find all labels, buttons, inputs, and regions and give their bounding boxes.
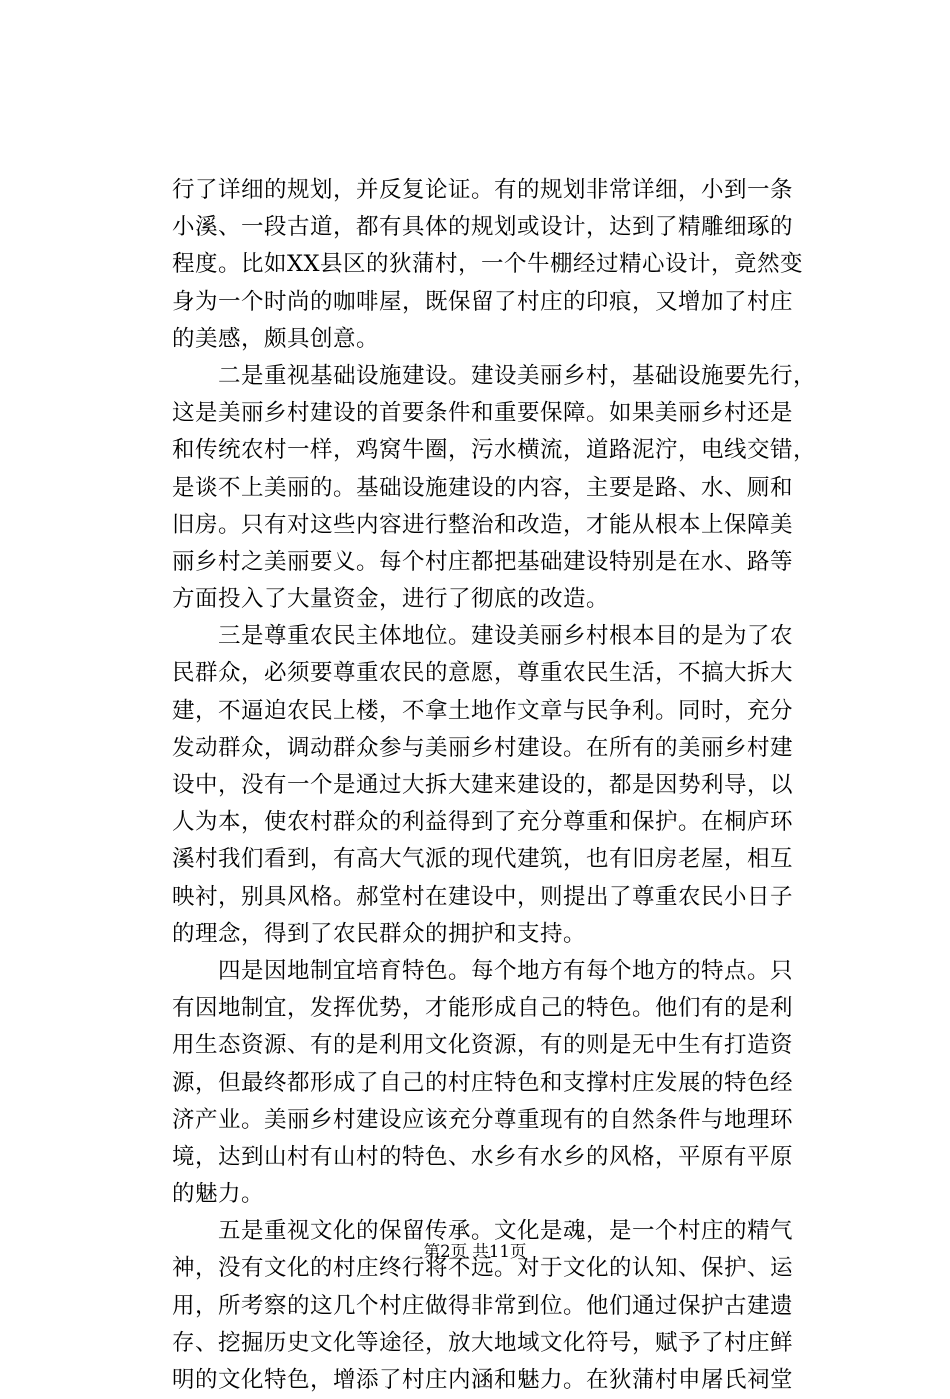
text-line: 二是重视基础设施建设。建设美丽乡村，基础设施要先行，: [172, 362, 817, 389]
text-line: 丽乡村之美丽要义。每个村庄都把基础建设特别是在水、路等: [172, 548, 794, 575]
page-footer: 第2页 共11页: [423, 1242, 527, 1261]
text-line: 的魅力。: [172, 1181, 265, 1208]
text-line: 行了详细的规划，并反复论证。有的规划非常详细，小到一条: [172, 177, 794, 203]
body-text: [172, 172, 817, 1399]
text-line: 方面投入了大量资金，进行了彻底的改造。: [172, 586, 610, 613]
text-line: 的理念，得到了农民群众的拥护和支持。: [172, 920, 587, 947]
text-line: 用生态资源、有的是利用文化资源，有的则是无中生有打造资: [172, 1032, 794, 1059]
text-line: 存、挖掘历史文化等途径，放大地域文化符号，赋予了村庄鲜: [172, 1329, 794, 1356]
text-line: 发动群众，调动群众参与美丽乡村建设。在所有的美丽乡村建: [172, 734, 794, 761]
text-line: 和传统农村一样，鸡窝牛圈，污水横流，道路泥泞，电线交错，: [172, 437, 817, 464]
text-line: 建，不逼迫农民上楼，不拿土地作文章与民争利。同时，充分: [172, 697, 794, 724]
text-line: 的美感，颇具创意。: [172, 325, 380, 352]
text-line: 映衬，别具风格。郝堂村在建设中，则提出了尊重农民小日子: [172, 883, 794, 910]
text-line: 源，但最终都形成了自己的村庄特色和支撑村庄发展的特色经: [172, 1069, 794, 1096]
text-line: 是谈不上美丽的。基础设施建设的内容，主要是路、水、厕和: [172, 474, 794, 501]
text-line: 明的文化特色，增添了村庄内涵和魅力。在狄蒲村申屠氏祠堂: [172, 1367, 794, 1393]
text-line: 身为一个时尚的咖啡屋，既保留了村庄的印痕，又增加了村庄: [172, 288, 794, 315]
text-line: 程度。比如XX县区的狄蒲村，一个牛棚经过精心设计，竟然变: [172, 251, 804, 278]
text-line: 这是美丽乡村建设的首要条件和重要保障。如果美丽乡村还是: [172, 400, 794, 427]
text-line: 旧房。只有对这些内容进行整治和改造，才能从根本上保障美: [172, 511, 794, 538]
text-line: 用，所考察的这几个村庄做得非常到位。他们通过保护古建遗: [172, 1292, 794, 1319]
text-line: 民群众，必须要尊重农民的意愿，尊重农民生活，不搞大拆大: [172, 660, 794, 687]
text-line: 神，没有文化的村庄终行将不远。对于文化的认知、保护、运: [172, 1255, 794, 1282]
text-line: 人为本，使农村群众的利益得到了充分尊重和保护。在桐庐环: [172, 809, 794, 836]
text-line: 设中，没有一个是通过大拆大建来建设的，都是因势利导，以: [172, 772, 794, 798]
text-line: 溪村我们看到，有高大气派的现代建筑，也有旧房老屋，相互: [172, 846, 794, 873]
text-line: 有因地制宜，发挥优势，才能形成自己的特色。他们有的是利: [172, 995, 794, 1022]
text-line: 小溪、一段古道，都有具体的规划或设计，达到了精雕细琢的: [172, 214, 794, 241]
text-line: 四是因地制宜培育特色。每个地方有每个地方的特点。只: [172, 957, 794, 984]
text-line: 境，达到山村有山村的特色、水乡有水乡的风格，平原有平原: [172, 1143, 794, 1170]
text-line: 济产业。美丽乡村建设应该充分尊重现有的自然条件与地理环: [172, 1106, 794, 1133]
text-line: 五是重视文化的保留传承。文化是魂，是一个村庄的精气: [172, 1218, 794, 1245]
text-line: 三是尊重农民主体地位。建设美丽乡村根本目的是为了农: [172, 623, 794, 650]
